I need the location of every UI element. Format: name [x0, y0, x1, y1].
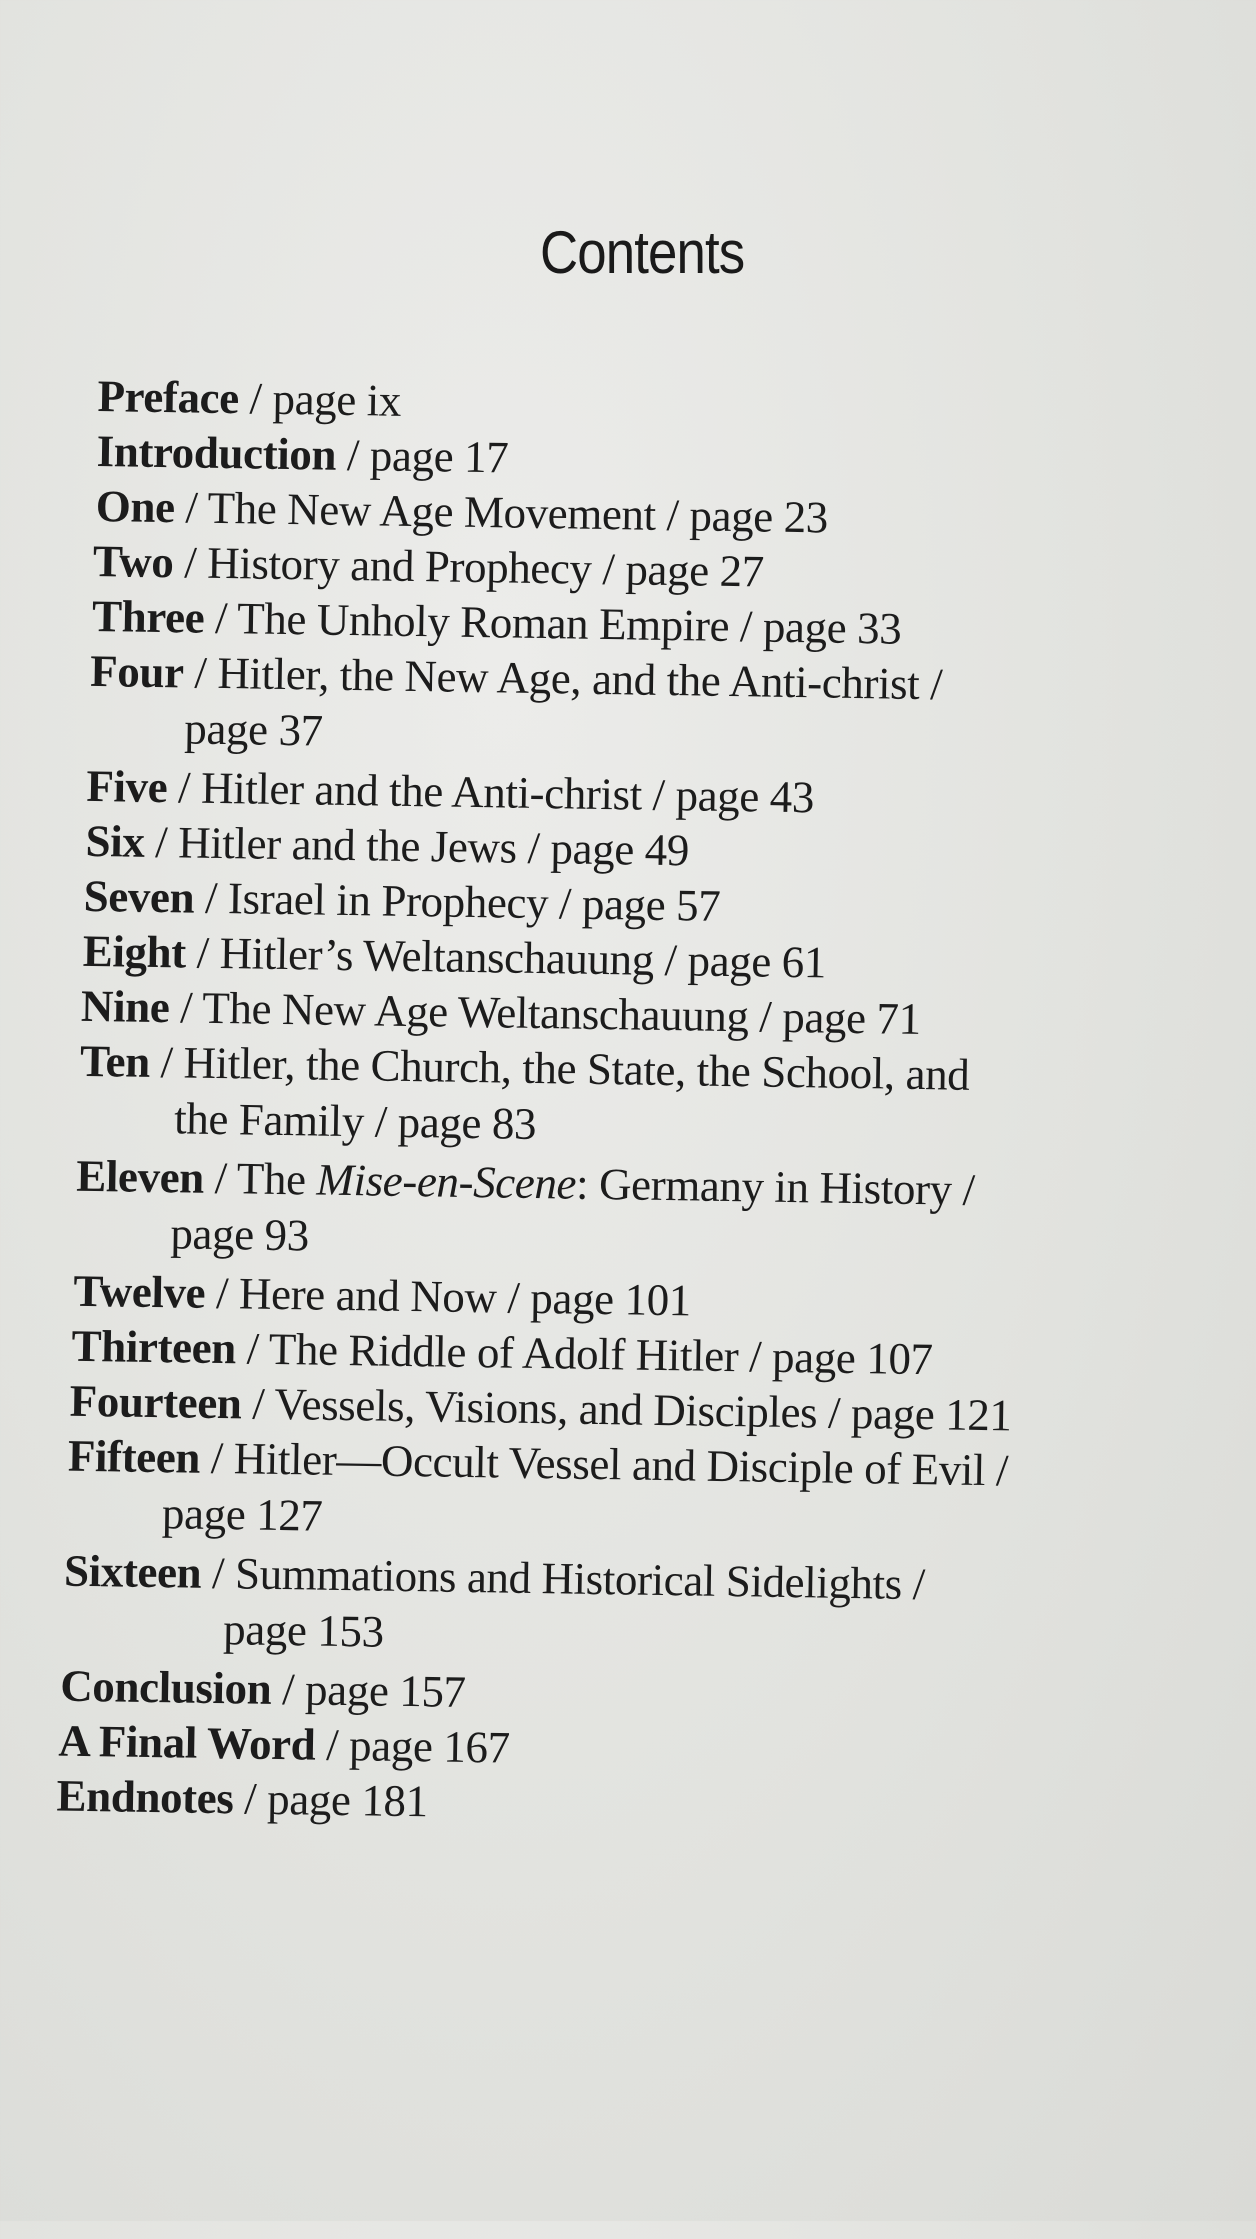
toc-entry-sixteen: [63, 1543, 925, 1669]
toc-entry-ten: [79, 1033, 970, 1159]
toc-entry-label: One: [95, 481, 176, 533]
toc-entry-label: Eight: [82, 925, 187, 978]
toc-entry-continuation: page 153: [222, 1604, 385, 1657]
toc-entry-preface: [97, 368, 401, 429]
toc-entry-text: / Hitler, the Church, the State, the School, and: [149, 1036, 970, 1100]
toc-entry-continuation: page 127: [161, 1488, 323, 1541]
toc-entry-label: Thirteen: [71, 1320, 237, 1374]
toc-entry-text: / page 181: [233, 1773, 429, 1827]
toc-entry-label: Three: [91, 590, 205, 643]
toc-entry-text: / The New Age Weltanschauung / page 71: [168, 982, 922, 1045]
toc-entry-a-final-word: [58, 1713, 510, 1776]
toc-entry-label: Six: [85, 815, 145, 867]
toc-entry-text: / Hitler, the New Age, and the Anti-christ /: [183, 647, 943, 710]
toc-entry-endnotes: [56, 1768, 428, 1830]
toc-entry-text: / History and Prophecy / page 27: [173, 537, 765, 597]
toc-entry-continuation: page 93: [170, 1208, 310, 1261]
toc-entry-text: / Vessels, Visions, and Disciples / page 121: [241, 1378, 1012, 1441]
toc-entry-label: Eleven: [75, 1150, 205, 1203]
toc-entry-label: Ten: [79, 1035, 151, 1087]
toc-entry-text: / Israel in Prophecy / page 57: [193, 872, 721, 931]
toc-entry-text: / page 167: [314, 1719, 511, 1773]
toc-entry-text: / page 157: [270, 1663, 467, 1717]
toc-entry-label: Endnotes: [56, 1770, 234, 1824]
toc-entry-text-italic: Mise-en-Scene: [316, 1154, 577, 1209]
toc-entry-text: / Hitler—Occult Vessel and Disciple of Evil /: [199, 1432, 1009, 1496]
toc-entry-eleven: [75, 1148, 975, 1274]
toc-entry-text: / The: [203, 1152, 317, 1205]
toc-entry-text: / page ix: [238, 373, 402, 426]
toc-entry-four: [89, 643, 943, 768]
toc-entry-continuation: the Family / page 83: [173, 1093, 537, 1149]
toc-entry-fifteen: [67, 1428, 1009, 1555]
contents-heading: Contents: [540, 219, 745, 286]
toc-entry-label: Fourteen: [69, 1375, 242, 1429]
toc-entry-label: Preface: [97, 371, 240, 424]
toc-entry-label: A Final Word: [58, 1715, 316, 1770]
toc-entry-text: / The New Age Movement / page 23: [174, 482, 829, 543]
toc-entry-text: / Hitler’s Weltanschauung / page 61: [185, 927, 827, 988]
toc-entry-label: Sixteen: [63, 1545, 202, 1598]
toc-entry-label: Five: [86, 760, 168, 813]
toc-entry-conclusion: [60, 1658, 466, 1720]
toc-entry-continuation: page 37: [183, 703, 324, 756]
toc-entry-text: / The Riddle of Adolf Hitler / page 107: [235, 1323, 934, 1385]
toc-entry-label: Fifteen: [67, 1430, 201, 1483]
toc-entry-label: Introduction: [96, 426, 337, 480]
toc-entry-text: / page 17: [335, 429, 509, 483]
toc-entry-text: / The Unholy Roman Empire / page 33: [203, 592, 902, 654]
toc-entry-text: / Here and Now / page 101: [204, 1267, 692, 1326]
toc-entry-label: Conclusion: [59, 1660, 272, 1714]
toc-entry-text: / Hitler and the Anti-christ / page 43: [166, 762, 815, 823]
toc-entry-label: Twelve: [73, 1265, 206, 1318]
toc-entry-label: Seven: [83, 870, 195, 923]
toc-entry-label: Two: [92, 535, 174, 588]
toc-entry-text: / Summations and Historical Sidelights /: [200, 1547, 926, 1610]
toc-entry-text: / Hitler and the Jews / page 49: [144, 816, 690, 876]
toc-entry-text: : Germany in History /: [575, 1158, 976, 1215]
toc-entry-label: Nine: [80, 980, 170, 1033]
toc-entry-label: Four: [89, 645, 185, 698]
toc-entry-introduction: [96, 423, 508, 485]
